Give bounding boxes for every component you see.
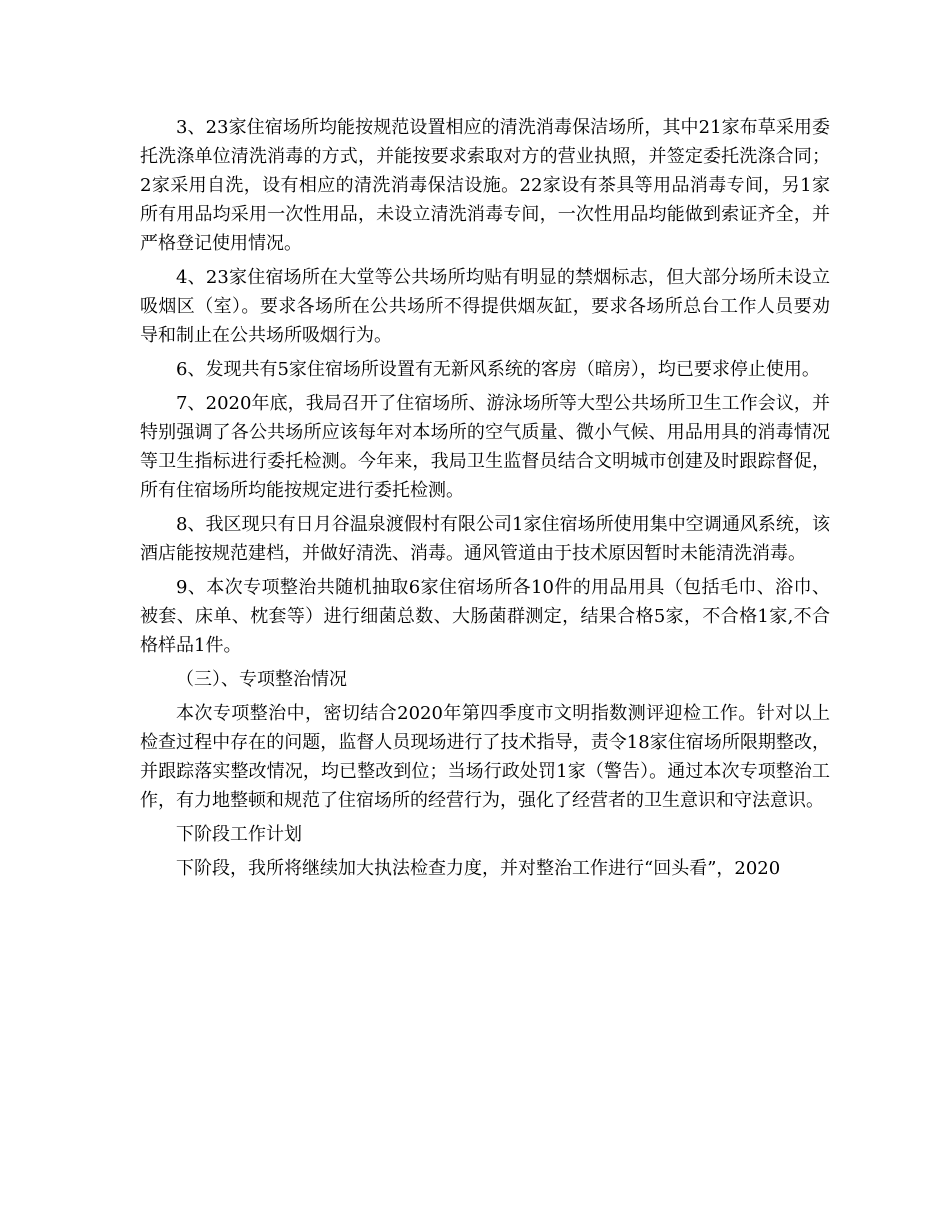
paragraph-item-4: 4、23家住宿场所在大堂等公共场所均贴有明显的禁烟标志，但大部分场所未设立吸烟区（室）。要求各场所在公共场所不得提供烟灰缸，要求各场所总台工作人员要劝导和制止在公共场所吸烟行为。 (140, 267, 830, 346)
paragraph-item-9: 9、本次专项整治共随机抽取6家住宿场所各10件的用品用具（包括毛巾、浴巾、被套、床单、枕套等）进行细菌总数、大肠菌群测定，结果合格5家，不合格1家,不合格样品1件。 (140, 577, 830, 656)
paragraph-item-3: 3、23家住宿场所均能按规范设置相应的清洗消毒保洁场所，其中21家布草采用委托洗涤单位清洗消毒的方式，并能按要求索取对方的营业执照，并签定委托洗涤合同；2家采用自洗，设有相应的清洗消毒保洁设施。22家设有茶具等用品消毒专间，另1家所有用品均采用一次性用品，未设立清洗消毒专间，一次性用品均能做到索证齐全，并严格登记使用情况。 (140, 117, 830, 254)
paragraph-item-6: 6、发现共有5家住宿场所设置有无新风系统的客房（暗房），均已要求停止使用。 (176, 359, 820, 380)
paragraph-item-8: 8、我区现只有日月谷温泉渡假村有限公司1家住宿场所使用集中空调通风系统，该酒店能按规范建档，并做好清洗、消毒。通风管道由于技术原因暂时未能清洗消毒。 (140, 514, 830, 564)
paragraph-rectification: 本次专项整治中，密切结合2020年第四季度市文明指数测评迎检工作。针对以上检查过程中存在的问题，监督人员现场进行了技术指导，责令18家住宿场所限期整改，并跟踪落实整改情况，均已整改到位；当场行政处罚1家（警告）。通过本次专项整治工作，有力地整顿和规范了住宿场所的经营行为，强化了经营者的卫生意识和守法意识。 (140, 703, 830, 811)
document-page (140, 113, 830, 888)
paragraph-item-7: 7、2020年底，我局召开了住宿场所、游泳场所等大型公共场所卫生工作会议，并特别强调了各公共场所应该每年对本场所的空气质量、微小气候、用品用具的消毒情况等卫生指标进行委托检测。今年来，我局卫生监督员结合文明城市创建及时跟踪督促，所有住宿场所均能按规定进行委托检测。 (140, 393, 830, 501)
paragraph-next-plan: 下阶段，我所将继续加大执法检查力度，并对整治工作进行“回头看”，2020 (176, 858, 781, 879)
section-heading-rectification: （三）、专项整治情况 (176, 669, 347, 690)
section-heading-next-plan: 下阶段工作计划 (176, 824, 302, 845)
